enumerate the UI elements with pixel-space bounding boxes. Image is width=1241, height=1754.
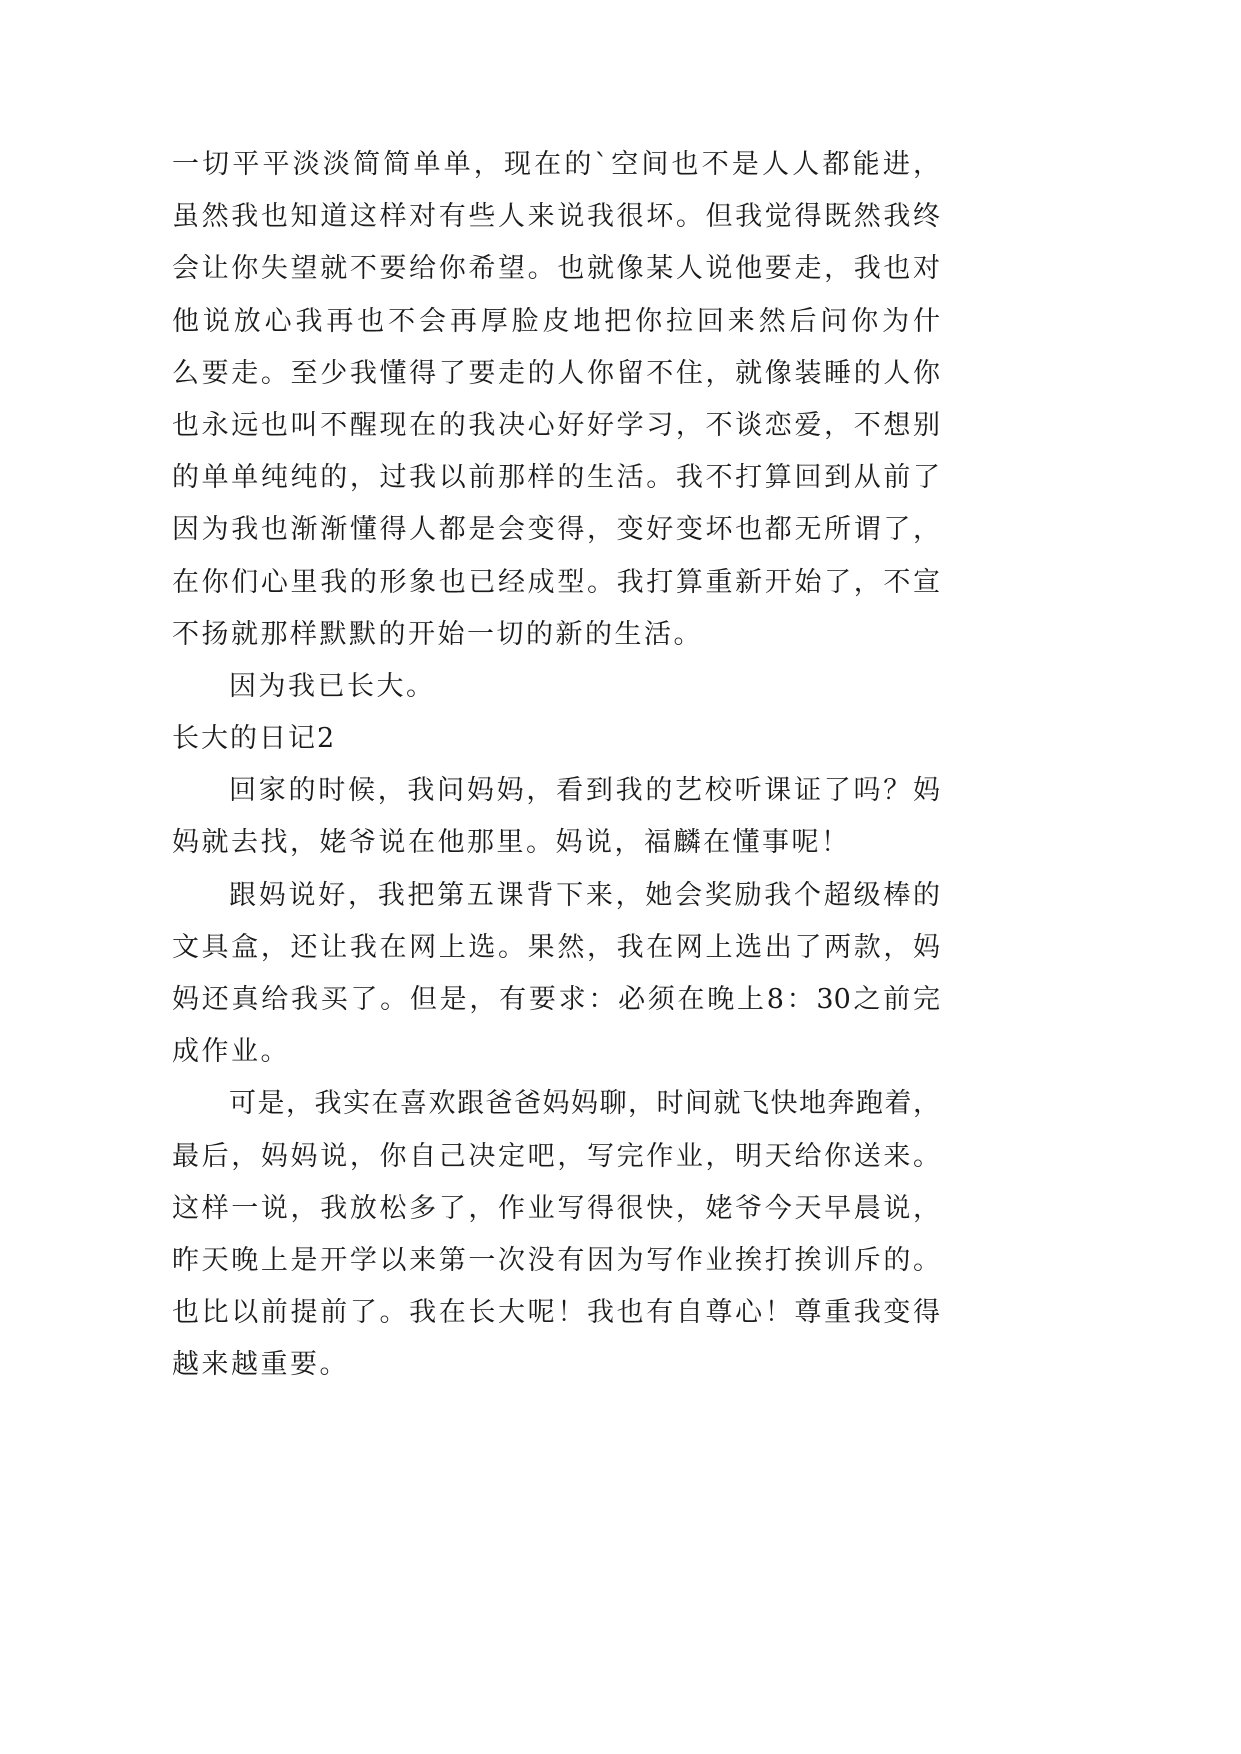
document-body (172, 139, 940, 1392)
text-line: 么要走。至少我懂得了要走的人你留不住，就像装睡的人你 (172, 357, 940, 389)
text-line: 他说放心我再也不会再厚脸皮地把你拉回来然后问你为什 (172, 305, 940, 337)
text-line: 的单单纯纯的，过我以前那样的生活。我不打算回到从前了 (172, 462, 940, 494)
paragraph-intro (172, 139, 940, 661)
text-line: 会让你失望就不要给你希望。也就像某人说他要走，我也对 (172, 253, 940, 285)
text-line: 最后，妈妈说，你自己决定吧，写完作业，明天给你送来。 (172, 1140, 940, 1172)
text-line: 成作业。 (172, 1036, 290, 1068)
text-line: 文具盒，还让我在网上选。果然，我在网上选出了两款，妈 (172, 931, 940, 963)
text-line: 跟妈说好，我把第五课背下来，她会奖励我个超级棒的 (229, 879, 940, 911)
text-line: 妈还真给我买了。但是，有要求：必须在晚上8：30之前完 (172, 984, 940, 1015)
section-title: 长大的日记2 (172, 723, 337, 755)
paragraph (172, 870, 940, 1079)
text-line: 也永远也叫不醒现在的我决心好好学习，不谈恋爱，不想别 (172, 409, 940, 441)
text-line: 因为我已长大。 (229, 670, 436, 702)
text-line: 一切平平淡淡简简单单，现在的`空间也不是人人都能进， (172, 149, 940, 180)
text-line: 妈就去找，姥爷说在他那里。妈说，福麟在懂事呢！ (172, 827, 851, 859)
text-line: 虽然我也知道这样对有些人来说我很坏。但我觉得既然我终 (172, 201, 940, 233)
text-line: 因为我也渐渐懂得人都是会变得，变好变坏也都无所谓了， (172, 514, 940, 546)
text-line: 不扬就那样默默的开始一切的新的生活。 (172, 618, 703, 650)
paragraph (172, 765, 940, 869)
text-line: 这样一说，我放松多了，作业写得很快，姥爷今天早晨说， (172, 1192, 940, 1224)
text-line: 回家的时候，我问妈妈，看到我的艺校听课证了吗？妈 (229, 775, 940, 807)
text-line: 越来越重要。 (172, 1349, 349, 1381)
text-line: 也比以前提前了。我在长大呢！我也有自尊心！尊重我变得 (172, 1297, 940, 1329)
paragraph-closing (172, 661, 940, 713)
paragraph (172, 1078, 940, 1391)
text-line: 昨天晚上是开学以来第一次没有因为写作业挨打挨训斥的。 (172, 1244, 940, 1276)
text-line: 可是，我实在喜欢跟爸爸妈妈聊，时间就飞快地奔跑着， (229, 1088, 940, 1120)
text-line: 在你们心里我的形象也已经成型。我打算重新开始了，不宣 (172, 566, 940, 598)
